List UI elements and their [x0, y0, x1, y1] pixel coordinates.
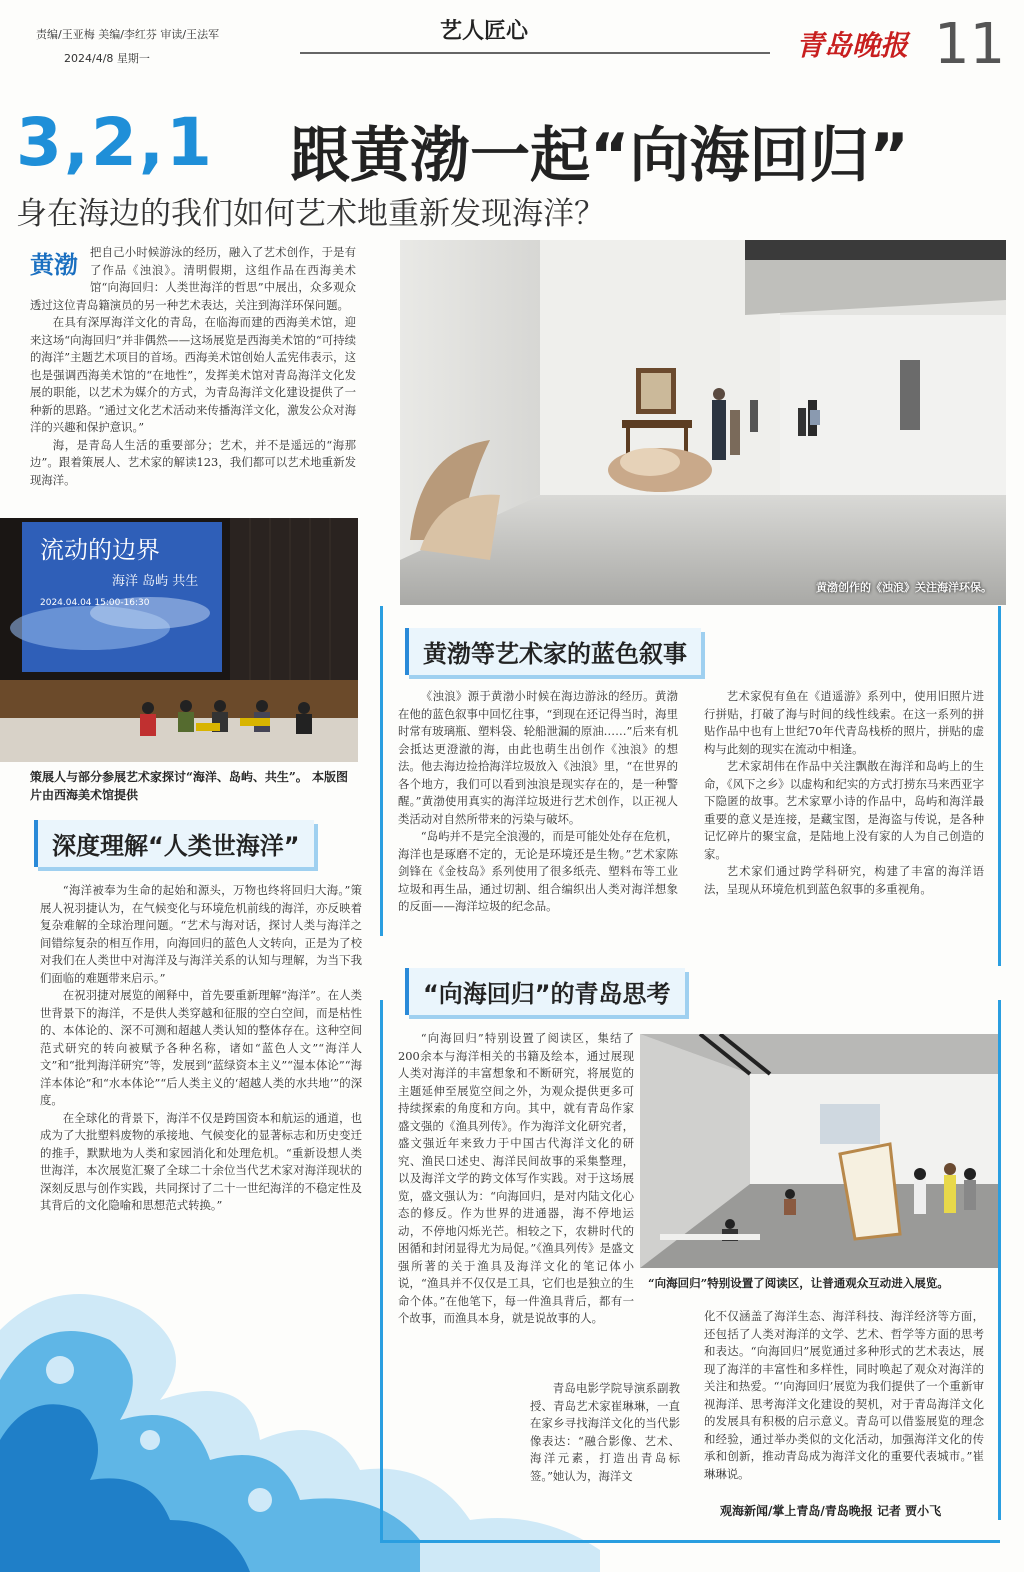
frame-line-left-2: [380, 1000, 383, 1542]
s2-paragraph-5: 艺术家们通过跨学科研究，构建了丰富的海洋语法，呈现从环境危机到蓝色叙事的多重视角。: [704, 864, 984, 896]
countdown-title: 3,2,1: [16, 104, 214, 181]
s2-paragraph-1: 《浊浪》源于黄渤小时候在海边游泳的经历。黄渤在他的蓝色叙事中回忆往事，“到现在还记得当时，海里时常有玻璃瓶、塑料袋、轮船泄漏的原油……”后来有机会抵达更澄澈的海，由此也萌生出创作《浊浪》的想法。他去海边捡拾海洋垃圾放入《浊浪》里，“在世界的各个地方，我们可以看到浊浪是现实存在的，是一种警醒。”黄渤使用真实的海洋垃圾进行艺术创作，以正视人类活动对自然所带来的污染与破坏。: [398, 689, 678, 826]
section-heading-3: “向海回归”的青岛思考: [405, 968, 685, 1015]
lead-name: 黄渤: [30, 251, 78, 279]
gallery-caption: 黄渤创作的《浊浪》关注海洋环保。: [816, 581, 992, 594]
headline: 跟黄渤一起“向海回归”: [290, 121, 909, 191]
forum-photo: [0, 518, 358, 762]
reading-area-photo: [640, 1034, 998, 1268]
s2-paragraph-3: 艺术家倪有鱼在《逍遥游》系列中，使用旧照片进行拼贴，打破了海与时间的线性线索。在这一系列的拼贴作品中也有上世纪70年代青岛栈桥的照片，拼贴的虚构与此刻的现实在流动中相逢。: [704, 689, 984, 756]
forum-screen-title: 流动的边界: [40, 536, 160, 564]
reading-caption: “向海回归”特别设置了阅读区，让普通观众互动进入展览。: [648, 1276, 949, 1290]
lead-first: 把自己小时候游泳的经历，融入了艺术创作，于是有了作品《浊浪》。清明假期，这组作品在西海美术馆“向海回归：人类世海洋的哲思”中展出，众多观众透过这位青岛籍演员的另一种艺术表达，关注到海洋环保问题。: [30, 245, 356, 312]
issue-date: 2024/4/8 星期一: [64, 52, 150, 65]
gallery-photo: [400, 240, 1006, 605]
section-name: 艺人匠心: [440, 19, 529, 44]
newspaper-logo: 青岛晚报: [796, 29, 909, 62]
s1-paragraph-3: 在全球化的背景下，海洋不仅是跨国资本和航运的通道，也成为了大批塑料废物的承接地、气候变化的显著标志和历史变迁的推手，默默地为人类和家园消化和处理危机。“重新设想人类世海洋，本次展览汇聚了全球二十余位当代艺术家对海洋现状的深刻反思与创作实践，共同探讨了二十一世纪海洋的不稳定性及其背后的文化隐喻和思想范式转换。”: [40, 1110, 362, 1212]
drop-cap-space: [30, 244, 90, 280]
forum-caption: 策展人与部分参展艺术家探讨“海洋、岛屿、共生”。 本版图片由西海美术馆提供: [30, 770, 348, 802]
section-3-col-2: [704, 1308, 984, 1500]
byline: 观海新闻/掌上青岛/青岛晚报 记者 贾小飞: [720, 1504, 942, 1518]
forum-screen-date: 2024.04.04 15:00-16:30: [40, 598, 150, 608]
section-1-body: [40, 882, 362, 1262]
frame-line-bottom: [380, 1540, 1000, 1543]
frame-line-left: [380, 606, 383, 936]
section-2-col-2: [704, 688, 984, 950]
frame-line-right-2: [998, 1000, 1001, 1520]
page-number: 11: [934, 12, 1006, 77]
forum-screen-subtitle: 海洋 岛屿 共生: [112, 574, 199, 589]
s3-paragraph-3: 化不仅涵盖了海洋生态、海洋科技、海洋经济等方面，还包括了人类对海洋的文学、艺术、哲学等方面的思考和表达。“向海回归”展览通过多种形式的艺术表达，展现了海洋的丰富性和多样性，同时唤起了观众对海洋的关注和热爱。“‘向海回归’展览为我们提供了一个重新审视海洋、思考海洋文化建设的契机，对于青岛海洋文化的发展具有积极的启示意义。青岛可以借鉴展览的理念和经验，通过举办类似的文化活动，加强海洋文化的传承和创新，推动青岛成为海洋文化的重要代表城市。”崔琳琳说。: [704, 1309, 984, 1481]
s1-paragraph-2: 在祝羽捷对展览的阐释中，首先要重新理解“海洋”。在人类世背景下的海洋，不是供人类穿越和征服的空白空间，而是枯性的、本体论的、深不可测和超越人类认知的整体存在。这种空间范式研究的转向被赋予各种名称，诸如“蓝色人文”“海洋人文”和“批判海洋研究”等，发展到“蓝绿资本主义”“湿本体论”“海洋本体论”和“水本体论”“后人类主义的‘超越人类的水共地’”的深度。: [40, 988, 362, 1107]
section-heading-1: 深度理解“人类世海洋”: [34, 820, 314, 867]
lead-paragraph-3: 海，是青岛人生活的重要部分；艺术，并不是遥远的“海那边”。跟着策展人、艺术家的解读123，我们都可以艺术地重新发现海洋。: [30, 437, 356, 487]
header-divider: [300, 52, 770, 54]
section-heading-2: 黄渤等艺术家的蓝色叙事: [405, 628, 701, 675]
s3-paragraph-1: “向海回归”特别设置了阅读区，集结了200余本与海洋相关的书籍及绘本，通过展现人类对海洋的丰富想象和不断研究，将展览的主题延伸至展览空间之外，为观众提供更多可持续探索的角度和方向。其中，就有青岛作家盛文强的《渔具列传》。作为海洋文化研究者，盛文强近年来致力于中国古代海洋文化的研究、渔民口述史、海洋民间故事的采集整理，以及海洋文学的跨文体写作实践。对于这场展览，盛文强认为：“向海回归，是对内陆文化心态的修反。作为世界的进通器，海不停地运动，不停地闪烁光芒。相较之下，农耕时代的困循和封闭显得尤为局促。”《渔具列传》是盛文强所著的关于渔具及海洋文化的笔记体小说，“渔具并不仅仅是工具，它们也是独立的生命个体。”在他笔下，每一件渔具背后，都有一个故事，而渔具本身，就是说故事的人。: [398, 1031, 634, 1325]
s2-paragraph-4: 艺术家胡伟在作品中关注飘散在海洋和岛屿上的生命，《风下之乡》以虚构和纪实的方式打捞东马来西亚字下隐匿的故事。艺术家覃小诗的作品中，岛屿和海洋最重要的意义是连接，是藏宝图，是海盗与传说，是各种记忆碎片的聚宝盒，是陆地上没有家的人为自己创造的家。: [704, 759, 984, 861]
section-3-col-1: [398, 1030, 634, 1388]
subheadline: 身在海边的我们如何艺术地重新发现海洋？: [16, 196, 605, 232]
s1-paragraph-1: “海洋被奉为生命的起始和源头，万物也终将回归大海。”策展人祝羽捷认为，在气候变化与环境危机前线的海洋，亦反映着复杂难解的全球治理问题。“艺术与海对话，探讨人类与海洋之间错综复杂的相互作用，向海回归的蓝色人文转向，正是为了校对我们在人类世中对海洋及与海洋关系的认知与理解，为当下我们面临的难题带来启示。”: [40, 883, 362, 985]
s2-paragraph-2: “岛屿并不是完全浪漫的，而是可能处处存在危机，海洋也是琢磨不定的，无论是环境还是生物。”艺术家陈剑锋在《金枝岛》系列使用了很多纸壳、塑料布等工业垃圾和再生品，通过切割、组合编织出人类对海洋想象的反面——海洋垃圾的纪念品。: [398, 829, 678, 913]
credits-line: 责编/王亚梅 美编/李红芬 审读/王法军: [36, 28, 220, 41]
frame-line-right: [998, 606, 1001, 966]
section-3-col-1b: [530, 1380, 680, 1520]
lead-paragraph-2: 在具有深厚海洋文化的青岛，在临海而建的西海美术馆，迎来这场“向海回归”并非偶然——这场展览是西海美术馆的“可持续的海洋”主题艺术项目的首场。西海美术馆创始人孟宪伟表示，这也是强调西海美术馆的“在地性”，发挥美术馆对青岛海洋文化发展的职能，以艺术为媒介的方式，为青岛海洋文化建设提供了一种新的思路。“通过文化艺术活动来传播海洋文化，激发公众对海洋的兴趣和保护意识。”: [30, 315, 356, 434]
section-2-col-1: [398, 688, 678, 950]
s3-paragraph-2: 青岛电影学院导演系副教授、青岛艺术家崔琳琳，一直在家乡寻找海洋文化的当代影像表达：“融合影像、艺术、海洋元素，打造出青岛标签。”她认为，海洋文: [530, 1381, 680, 1483]
lead-article: [30, 244, 356, 506]
